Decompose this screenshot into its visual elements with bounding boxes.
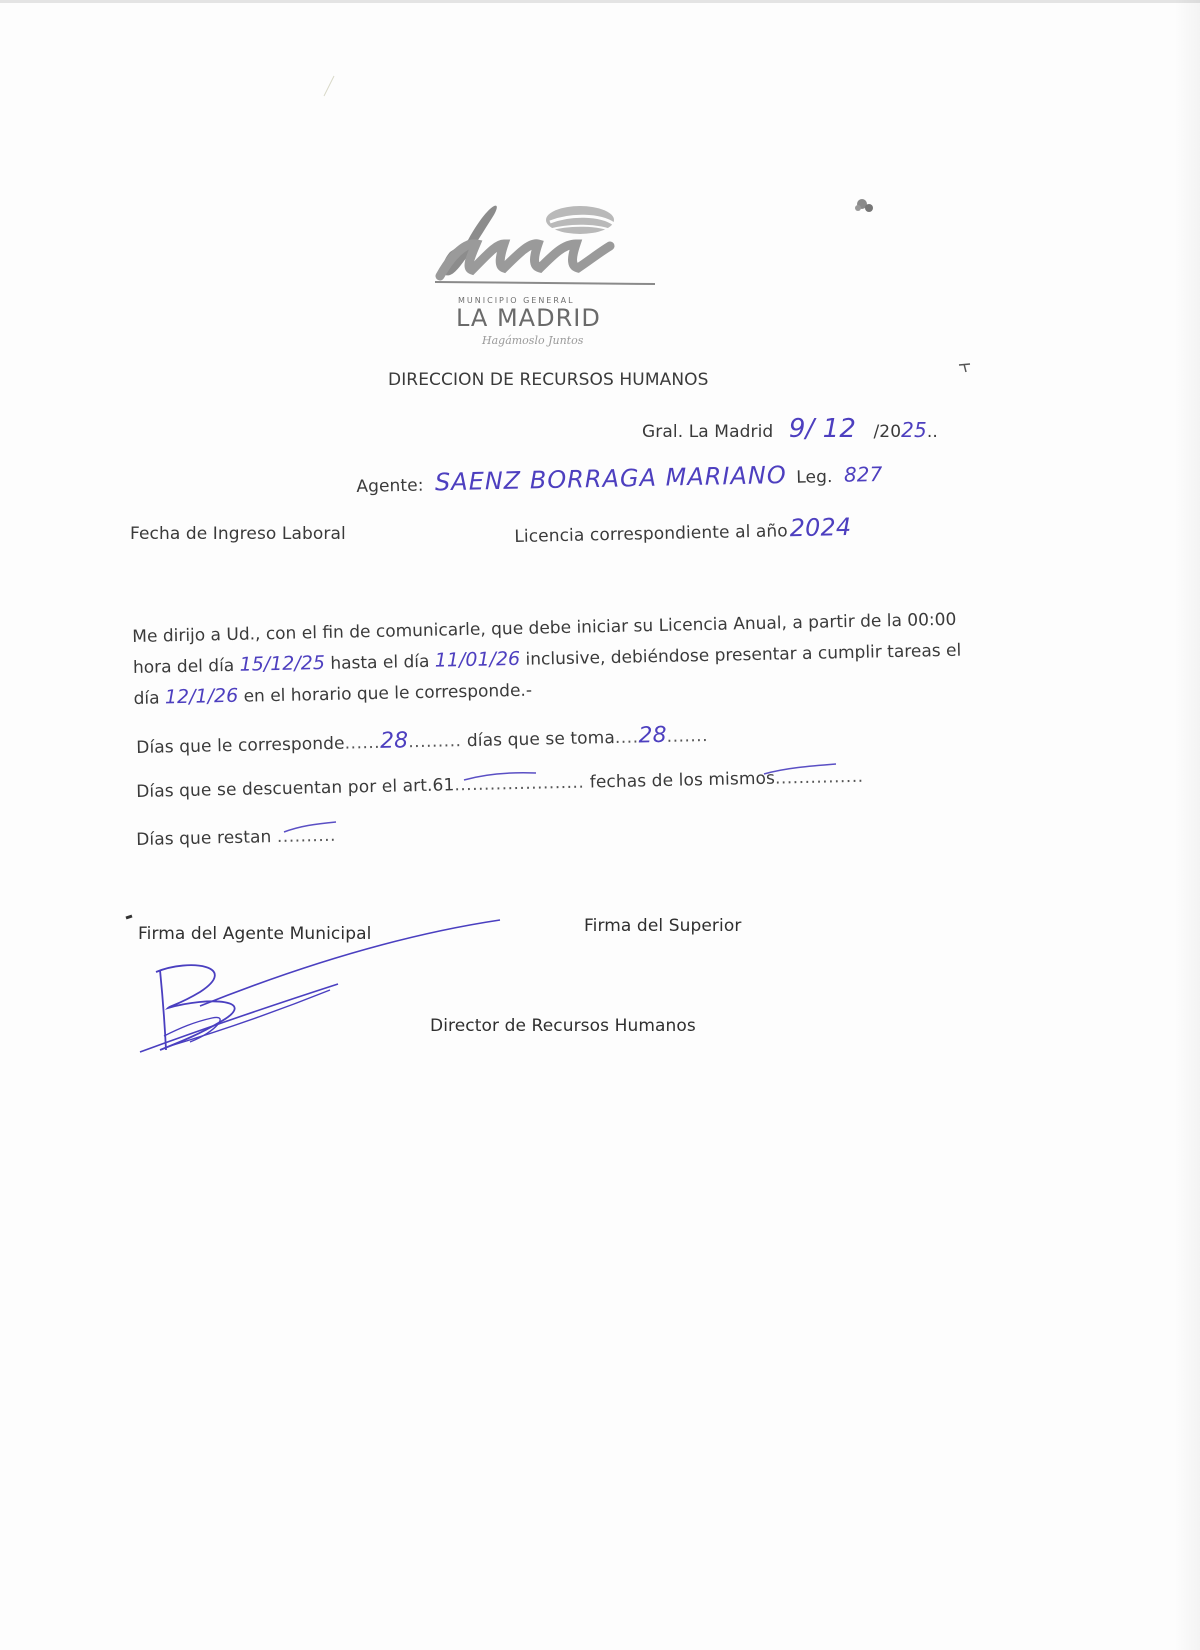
date-place: Gral. La Madrid [642,422,774,442]
date-year-printed: /20 [873,422,902,442]
dias-corresponde-value: 28 [379,728,409,754]
logo-emblem [430,200,670,290]
body-line-2-suffix: inclusive, debiéndose presentar a cumplir tareas el [525,640,962,670]
fechas-mismos-label: fechas de los mismos [589,768,776,793]
licencia-year-handwritten: 2024 [789,512,852,543]
fechas-dash-stroke [760,762,840,778]
date-line [642,414,938,444]
ingreso-label: Fecha de Ingreso Laboral [130,524,346,544]
body-line-1: Me dirijo a Ud., con el fin de comunicarle, que debe iniciar su Licencia Anual, a partir de la 00:00 [132,609,957,647]
firma-agente-label: Firma del Agente Municipal [138,924,372,944]
body-line-3-prefix: día [133,688,160,709]
date-end-handwritten: 11/01/26 [434,647,521,672]
dias-toma-value: 28 [638,722,667,749]
date-day-month: 9/ 12 [788,414,856,444]
municipio-logo [430,200,670,347]
dias-corresponde-line: Días que le corresponde......28......... días que se toma....28....... [136,722,709,758]
agent-leg-handwritten: 827 [843,461,883,487]
date-return-handwritten: 12/1/26 [164,684,239,709]
scan-speck [320,70,340,100]
agent-leg-label: Leg. [796,467,833,488]
descuentan-dash-stroke [460,768,540,784]
body-paragraph [132,604,980,714]
firma-superior-label: Firma del Superior [584,916,742,936]
department-heading: DIRECCION DE RECURSOS HUMANOS [388,370,709,390]
scan-top-edge [0,0,1200,3]
dias-descuentan-line: Días que se descuentan por el art.61...................... fechas de los mismos............... [136,766,864,802]
agent-name-handwritten: SAENZ BORRAGA MARIANO [434,460,787,497]
dias-descuentan-label: Días que se descuentan por el art.61 [136,775,455,802]
logo-motto: Hagámoslo Juntos [482,334,584,347]
body-line-2-middle: hasta el día [330,651,430,674]
dias-restan-line: Días que restan .......... [136,825,337,850]
agent-signature [120,910,540,1060]
director-label: Director de Recursos Humanos [430,1016,696,1036]
dias-corresponde-label: Días que le corresponde [136,733,345,758]
body-line-3-suffix: en el horario que le corresponde.- [243,680,533,707]
restan-dash-stroke [280,818,340,836]
logo-name: LA MADRID [456,304,601,332]
agent-label: Agente: [356,475,424,497]
licencia-line [514,513,852,548]
scan-speck [852,194,882,218]
agent-line [356,459,883,498]
licencia-label: Licencia correspondiente al año [514,521,789,547]
dias-toma-label: días que se toma [466,727,616,752]
date-suffix: .. [926,422,938,442]
scan-right-edge [1174,0,1200,1650]
scan-mark [958,362,972,374]
date-start-handwritten: 15/12/25 [239,651,326,676]
body-line-2-prefix: hora del día [132,655,235,678]
dias-restan-label: Días que restan [136,827,272,850]
date-year-handwritten: 25 [901,418,927,442]
logo-municipio-text: MUNICIPIO GENERAL [458,296,575,305]
